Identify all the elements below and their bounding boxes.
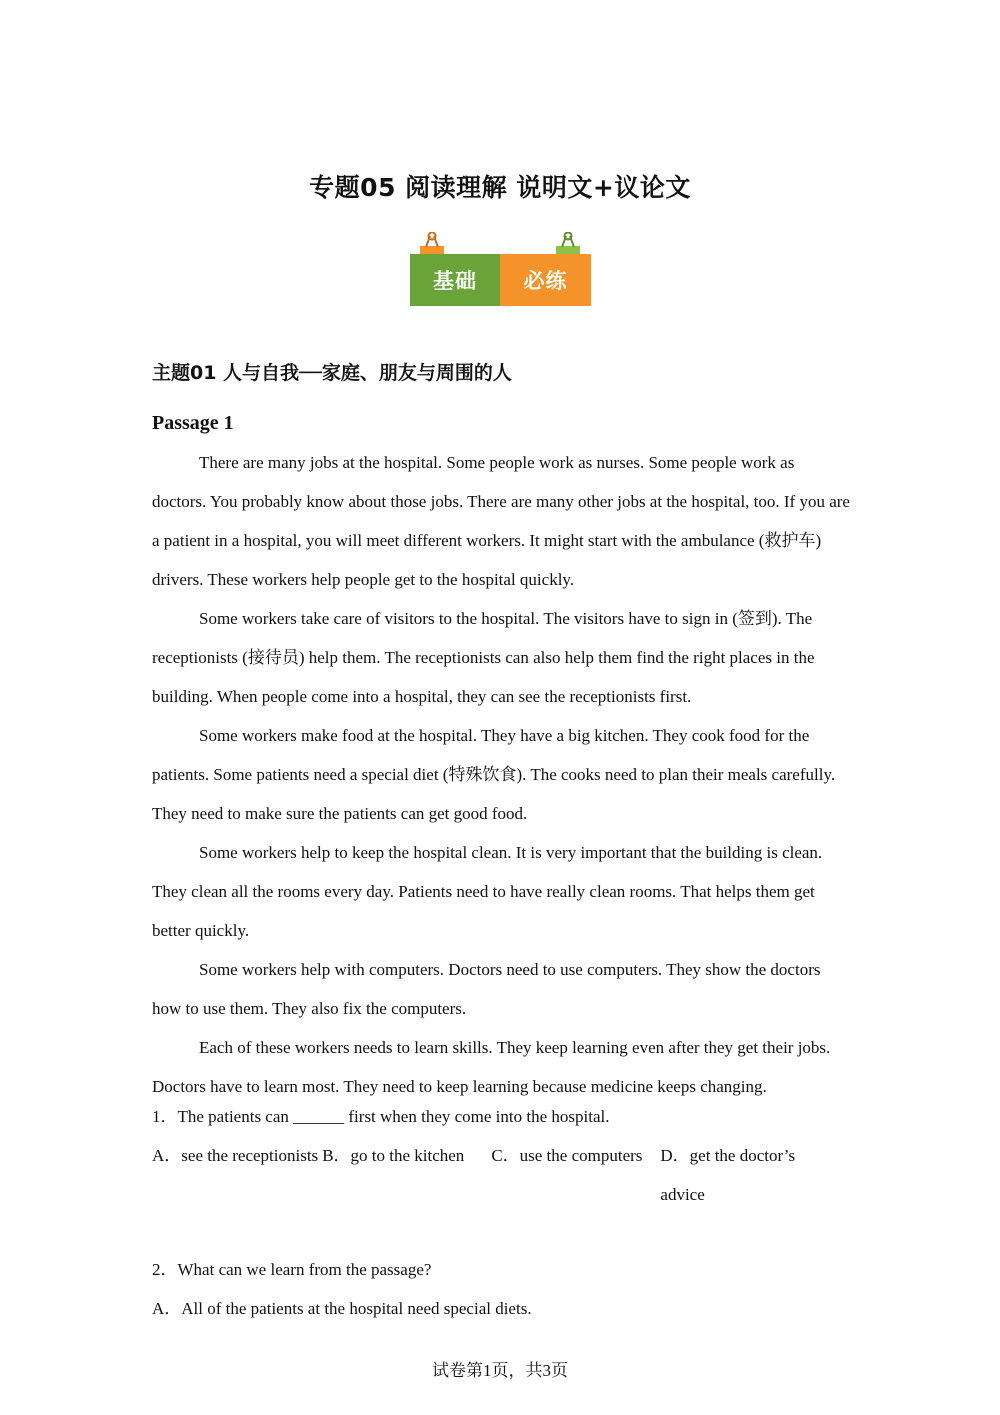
question-list: [152, 1097, 852, 1328]
badge-left-label: 基础: [410, 254, 500, 306]
paragraph: There are many jobs at the hospital. Some people work as nurses. Some people work as doctors. You probably know about those jobs. There are many other jobs at the hospital, too. If you are a patient in a hospital, you will meet different workers. It might start with the ambulance (救护车) drivers. These workers help people get to the hospital quickly.: [152, 453, 850, 589]
question-options: [152, 1136, 852, 1214]
page-footer: 试卷第1页，共3页: [432, 1361, 568, 1380]
passage-heading: Passage 1: [152, 412, 234, 434]
question-stem: 1．The patients can ______ first when they come into the hospital.: [152, 1107, 610, 1126]
option-d: D．get the doctor’s advice: [660, 1146, 796, 1204]
option-c: C．use the computers: [491, 1146, 643, 1165]
paragraph: Each of these workers needs to learn skills. They keep learning even after they get their jobs. Doctors have to learn most. They need to keep learning because medicine keeps changing.: [152, 1038, 831, 1096]
badge-right-label: 必练: [500, 254, 591, 306]
option-a: A．see the receptionists: [152, 1146, 319, 1165]
option-a: A．All of the patients at the hospital need special diets.: [152, 1299, 532, 1318]
passage-body: [152, 443, 852, 1106]
paragraph: Some workers help with computers. Doctors need to use computers. They show the doctors how to use them. They also fix the computers.: [152, 960, 821, 1018]
paragraph: Some workers help to keep the hospital clean. It is very important that the building is clean. They clean all the rooms every day. Patients need to have really clean rooms. That helps them get better quickly.: [152, 843, 823, 940]
section-heading: 主题01 人与自我──家庭、朋友与周围的人: [152, 362, 512, 384]
page-title: 专题05 阅读理解 说明文+议论文: [309, 173, 691, 202]
paragraph: Some workers take care of visitors to the hospital. The visitors have to sign in (签到). The receptionists (接待员) help them. The receptionists can also help them find the right places in the building. When people come into a hospital, they can see the receptionists first.: [152, 609, 815, 706]
option-b: B．go to the kitchen: [322, 1146, 465, 1165]
paragraph: Some workers make food at the hospital. They have a big kitchen. They cook food for the patients. Some patients need a special diet (特殊饮食). The cooks need to plan their meals carefully. They need to make sure the patients can get good food.: [152, 726, 836, 823]
question-stem: 2．What can we learn from the passage?: [152, 1260, 432, 1279]
basic-practice-badge: [410, 232, 591, 308]
